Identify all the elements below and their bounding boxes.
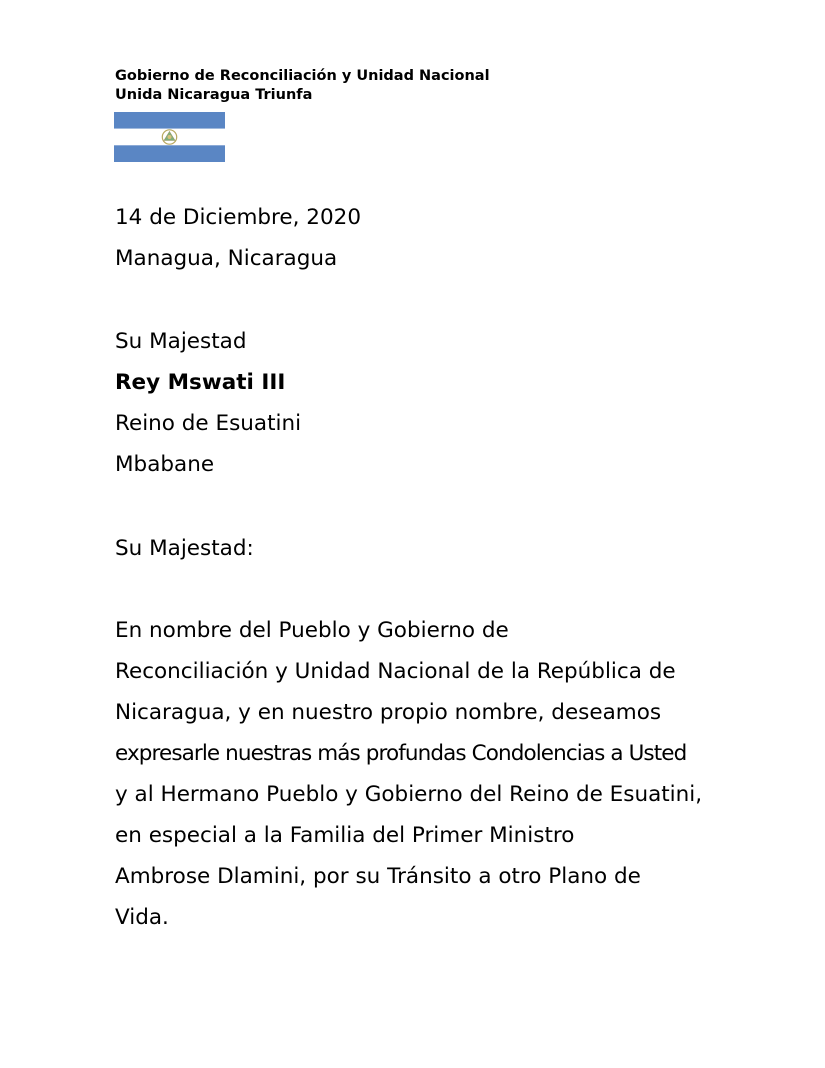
recipient-name: Rey Mswati III xyxy=(115,370,286,395)
letter-place: Managua, Nicaragua xyxy=(115,246,338,271)
body-line: en especial a la Familia del Primer Ministro xyxy=(115,823,575,848)
letterhead-government-name: Gobierno de Reconciliación y Unidad Nacional xyxy=(115,68,490,84)
salutation: Su Majestad: xyxy=(115,536,254,561)
body-line: expresarle nuestras más profundas Condolencias a Usted xyxy=(115,741,687,766)
body-line: Ambrose Dlamini, por su Tránsito a otro Plano de xyxy=(115,864,641,889)
flag-stripe-bottom xyxy=(114,145,225,162)
letterhead-slogan: Unida Nicaragua Triunfa xyxy=(115,87,313,103)
recipient-city: Mbabane xyxy=(115,452,215,477)
letter-date: 14 de Diciembre, 2020 xyxy=(115,205,362,230)
nicaragua-flag-icon xyxy=(114,112,225,162)
body-line: Reconciliación y Unidad Nacional de la República de xyxy=(115,659,676,684)
body-line: En nombre del Pueblo y Gobierno de xyxy=(115,618,509,643)
recipient-kingdom: Reino de Esuatini xyxy=(115,411,302,436)
body-line: y al Hermano Pueblo y Gobierno del Reino de Esuatini, xyxy=(115,782,703,807)
date-place-block xyxy=(115,197,361,279)
body-line: Nicaragua, y en nuestro propio nombre, deseamos xyxy=(115,700,662,725)
letterhead xyxy=(115,67,490,105)
flag-stripe-top xyxy=(114,112,225,129)
recipient-title: Su Majestad xyxy=(115,329,247,354)
recipient-address xyxy=(115,321,301,485)
letter-body xyxy=(115,610,711,938)
body-line: Vida. xyxy=(115,905,169,930)
